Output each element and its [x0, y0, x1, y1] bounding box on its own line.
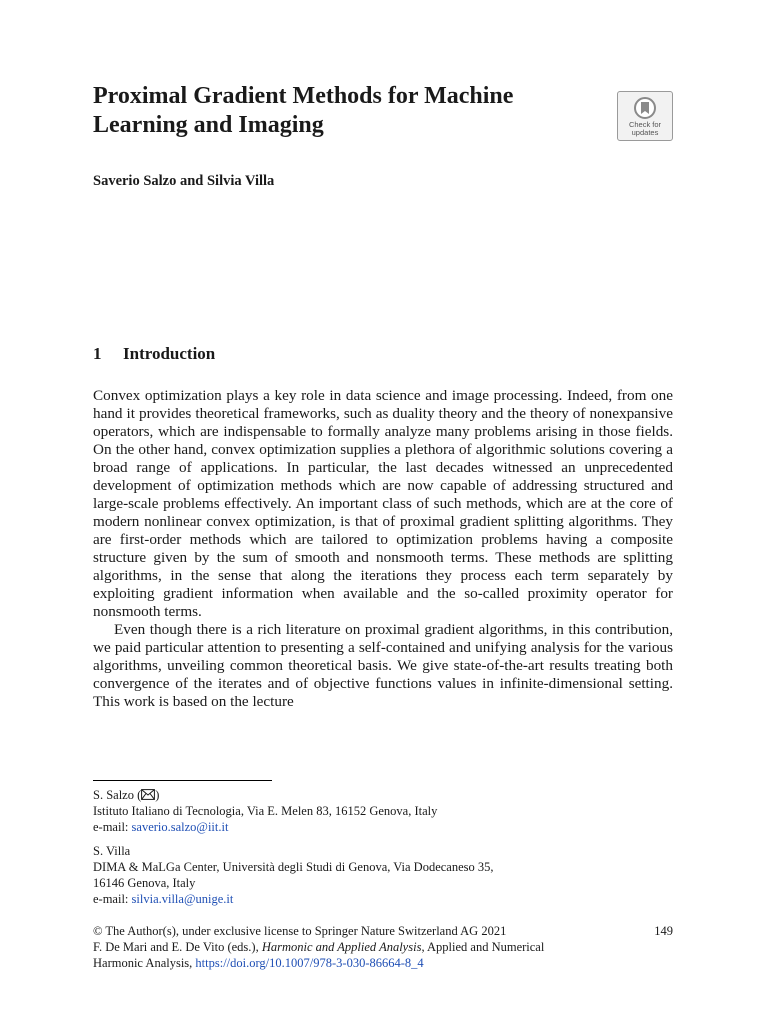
check-for-updates-icon: [633, 96, 657, 120]
footnote-villa-affiliation-2: 16146 Genova, Italy: [93, 876, 196, 890]
paper-title: Proximal Gradient Methods for Machine Learning and Imaging: [93, 83, 514, 138]
villa-email-link[interactable]: silvia.villa@unige.it: [131, 892, 234, 906]
footnote-salzo-email-line: [93, 819, 673, 835]
copyright-block: [93, 923, 673, 971]
check-for-updates-label: [618, 121, 672, 137]
book-editors: F. De Mari and E. De Vito (eds.),: [93, 940, 262, 954]
page-number: 149: [654, 924, 673, 938]
email-label: e-mail:: [93, 820, 132, 834]
section-number: 1: [93, 344, 102, 363]
footnote-villa-email-line: [93, 891, 673, 907]
footnote-salzo-affiliation: Istituto Italiano di Tecnologia, Via E. Melen 83, 16152 Genova, Italy: [93, 804, 438, 818]
copyright-line: © The Author(s), under exclusive license to Springer Nature Switzerland AG 2021: [93, 924, 507, 938]
author-list: Saverio Salzo and Silvia Villa: [93, 173, 275, 189]
paragraph-1: Convex optimization plays a key role in data science and image processing. Indeed, from one hand it provides theoretical frameworks, such as duality theory and the theory of nonexpansive operators, which are indispensable to formally analyze many problems arising in those fields. On the other hand, convex optimization supplies a plethora of algorithmic solutions covering a broad range of applications. In particular, the last decades witnessed an unprecedented development of optimization methods which are now capable of addressing structured and large-scale problems effectively. An important class of such methods, which are at the core of modern nonlinear convex optimization, is that of proximal gradient splitting algorithms. They are first-order methods which are tailored to optimization problems having a composite structure given by the sum of smooth and nonsmooth terms. These methods are splitting algorithms, in the sense that along the iterations they process each term separately by exploiting gradient information when available and the so-called proximity operator for nonsmooth terms.: [93, 387, 673, 620]
book-reference-line: [93, 939, 673, 955]
book-series-part1: , Applied and Numerical: [421, 940, 545, 954]
envelope-icon: [141, 789, 155, 800]
footnote-villa-affiliation-1: DIMA & MaLGa Center, Università degli Studi di Genova, Via Dodecaneso 35,: [93, 860, 494, 874]
email-label: e-mail:: [93, 892, 132, 906]
footnote-salzo: [93, 787, 673, 835]
section-title: Introduction: [123, 344, 216, 363]
check-for-updates-line2: updates: [631, 128, 659, 137]
book-title: Harmonic and Applied Analysis: [261, 940, 422, 954]
footnote-villa-name: S. Villa: [93, 844, 131, 858]
body-text: [93, 387, 673, 711]
footnote-salzo-name-line: [93, 787, 673, 803]
check-for-updates-badge[interactable]: [617, 91, 673, 141]
salzo-email-link[interactable]: saverio.salzo@iit.it: [131, 820, 229, 834]
footnote-villa: [93, 843, 673, 907]
doi-link[interactable]: https://doi.org/10.1007/978-3-030-86664-8_4: [195, 956, 424, 970]
footnote-salzo-name-close: ): [155, 788, 160, 802]
footnote-divider: [93, 780, 272, 781]
section-heading: [93, 344, 215, 364]
paragraph-2: Even though there is a rich literature on proximal gradient algorithms, in this contribution, we paid particular attention to presenting a self-contained and unifying analysis for the various algorithms, unveiling common theoretical basis. We give state-of-the-art results treating both convergence of the iterates and of objective functions values in infinite-dimensional setting. This work is based on the lecture: [93, 621, 673, 710]
footnote-salzo-name: S. Salzo (: [93, 788, 142, 802]
doi-line: [93, 955, 673, 971]
check-for-updates-line1: Check for: [628, 120, 662, 129]
author-footnotes: [93, 787, 673, 915]
book-series-part2: Harmonic Analysis,: [93, 956, 196, 970]
